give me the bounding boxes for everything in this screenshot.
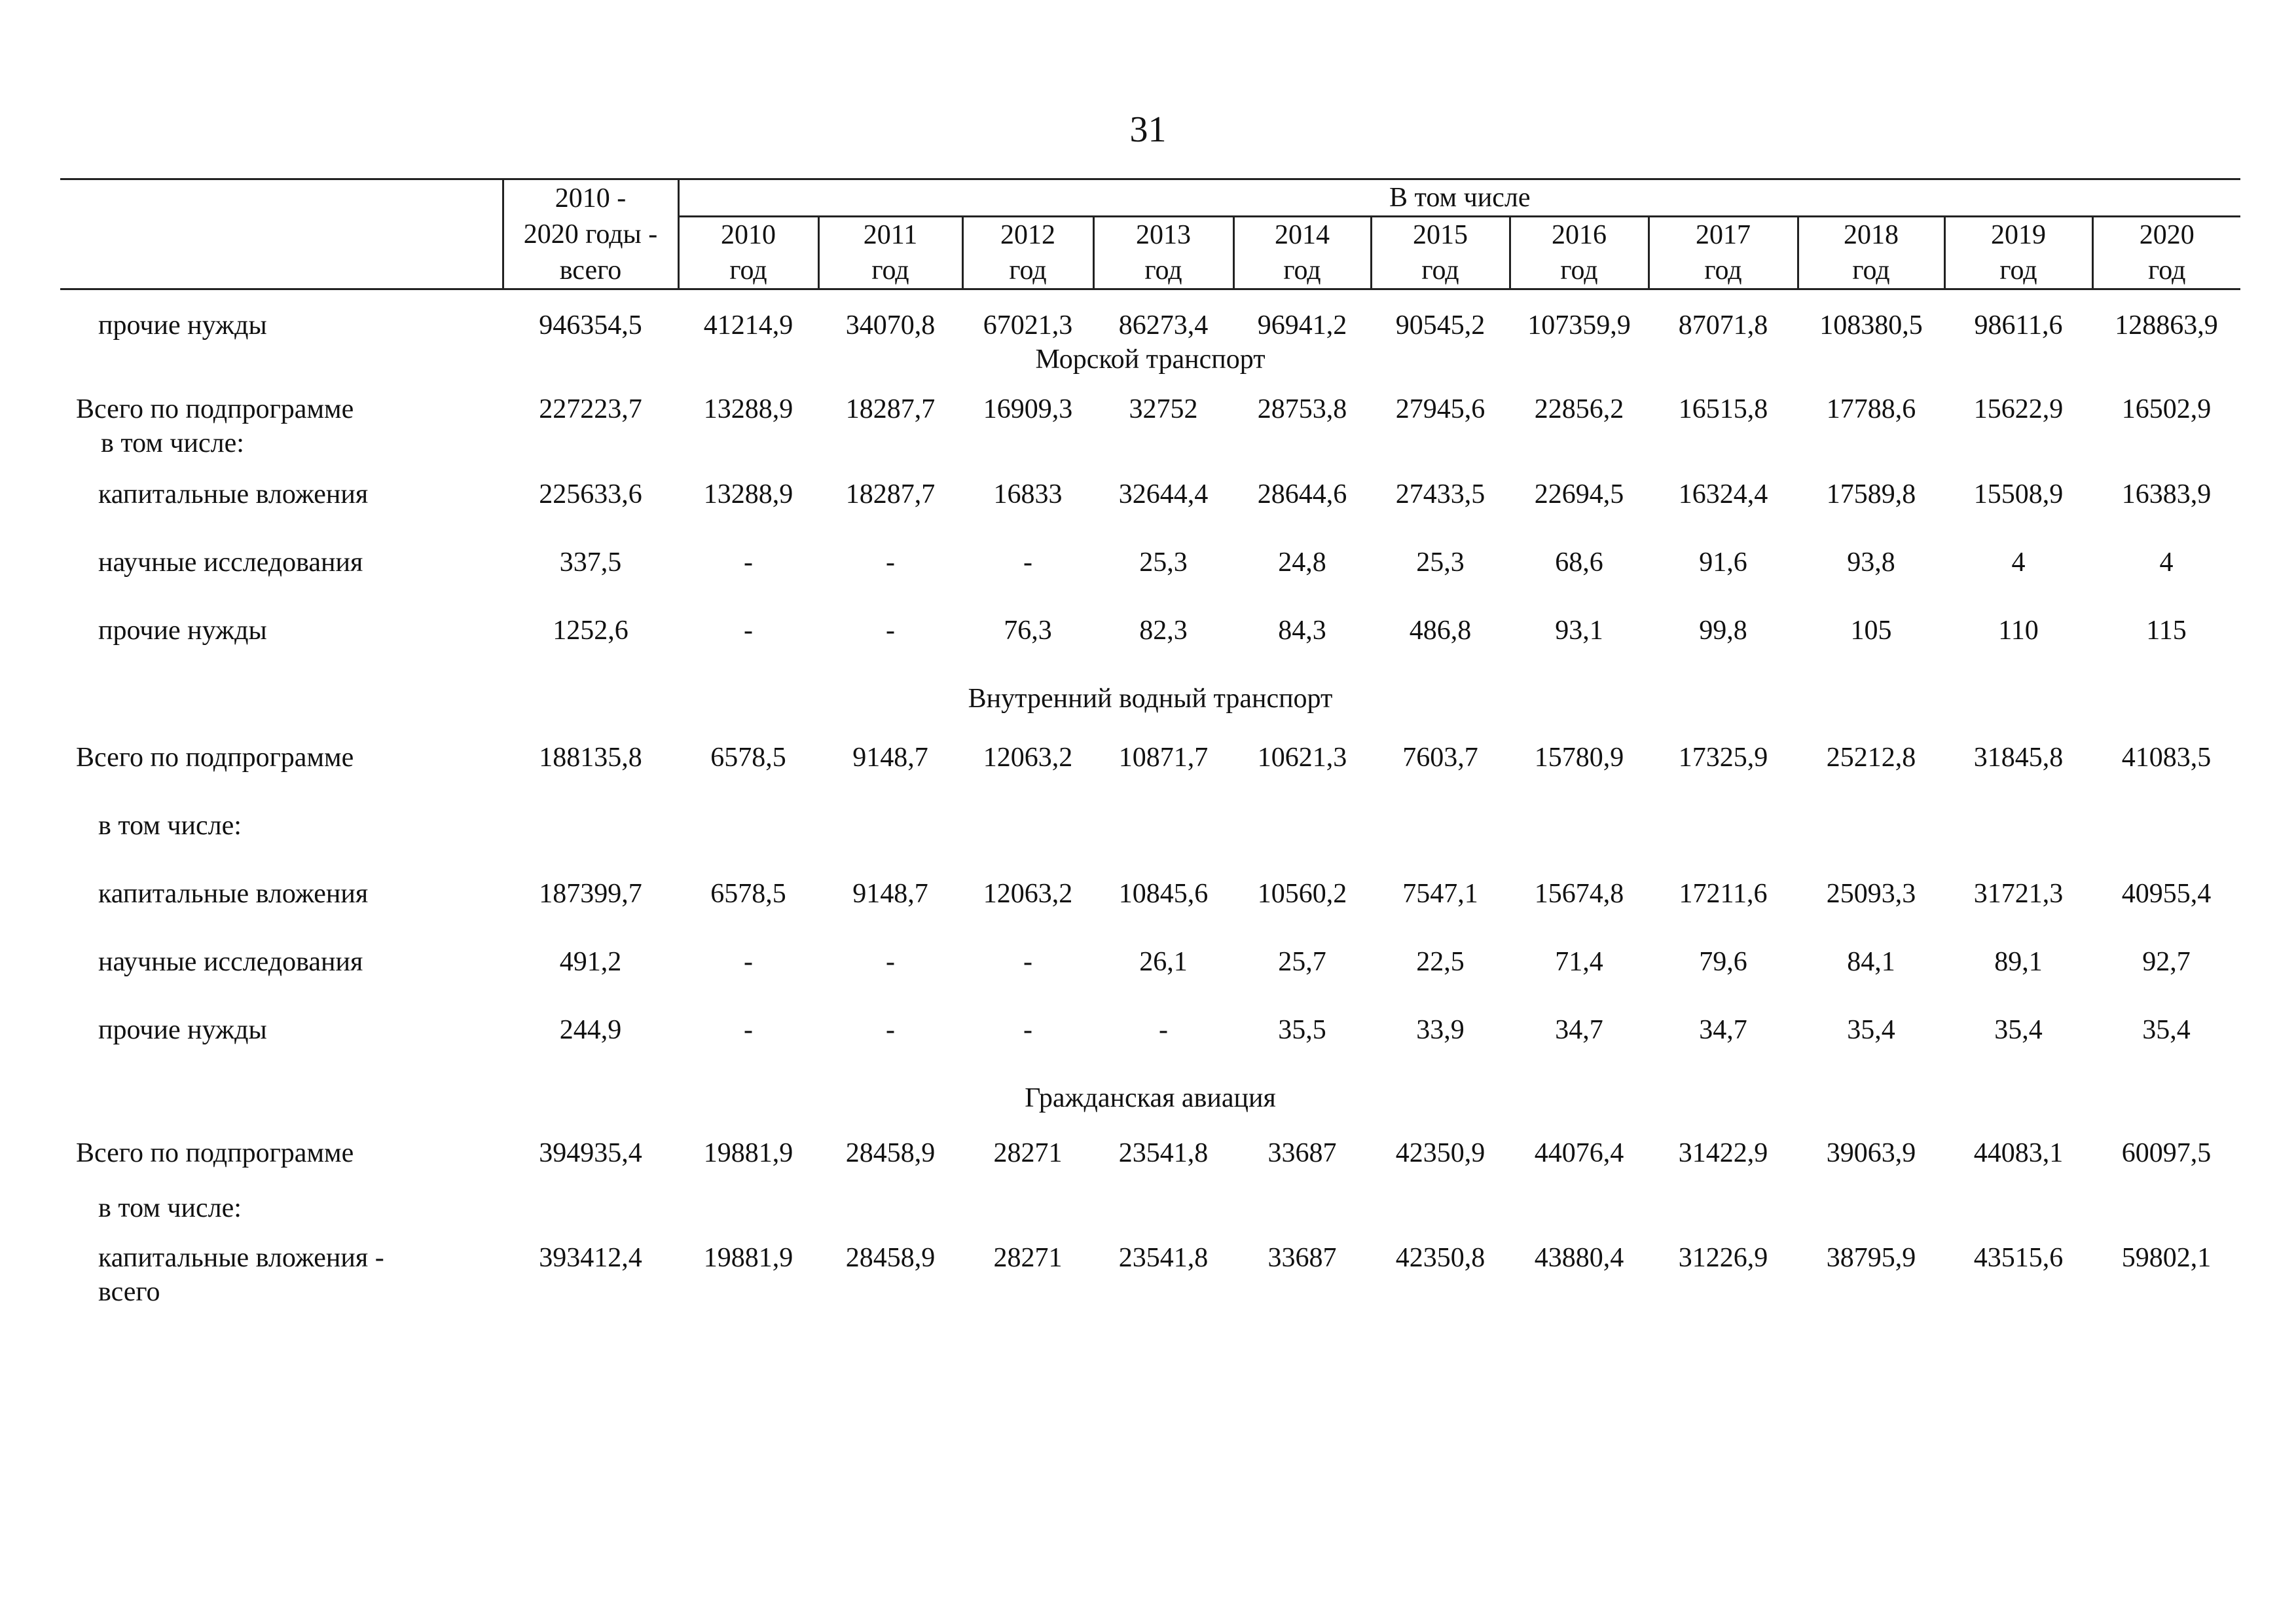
header-year-2020: 2020: [2092, 217, 2240, 253]
cell-year-2015: 33,9: [1416, 1015, 1465, 1045]
cell-year-2017: 34,7: [1699, 1015, 1747, 1045]
cell-year-2019: 44083,1: [1973, 1138, 2064, 1168]
cell-year-2012: 28271: [993, 1243, 1063, 1273]
cell-year-2010: 13288,9: [703, 479, 793, 509]
cell-year-2018: 25212,8: [1826, 743, 1916, 773]
row-label-text: Всего по подпрограмме: [76, 1138, 354, 1168]
section-heading: Морской транспорт: [1035, 344, 1266, 375]
cell-year-2012: 12063,2: [983, 743, 1073, 773]
cell-year-2015: 486,8: [1409, 616, 1472, 646]
cell-year-2016: 22694,5: [1534, 479, 1624, 509]
table-row: [60, 545, 2240, 614]
row-total: 188135,8: [539, 743, 642, 773]
row-label-text: прочие нужды: [98, 1015, 267, 1045]
cell-year-2019: 89,1: [1994, 947, 2043, 977]
header-total-line1: 2010 -: [503, 179, 678, 217]
cell-year-2012: 76,3: [1004, 616, 1052, 646]
cell-year-2013: 86273,4: [1118, 310, 1209, 341]
row-label: [60, 1191, 503, 1241]
header-including: В том числе: [678, 179, 2240, 217]
cell-year-2010: -: [744, 616, 753, 646]
header-year-unit: год: [1233, 253, 1371, 289]
cell-year-2014: 33687: [1267, 1138, 1337, 1168]
cell-year-2020: 92,7: [2142, 947, 2191, 977]
cell-year-2010: -: [744, 947, 753, 977]
row-total: 227223,7: [539, 394, 642, 424]
table-row: [60, 477, 2240, 545]
cell-year-2013: 32644,4: [1118, 479, 1209, 509]
row-label-text: капитальные вложения: [98, 479, 369, 509]
cell-year-2020: 4: [2159, 547, 2174, 578]
cell-year-2016: 68,6: [1555, 547, 1603, 578]
header-year-unit: год: [1371, 253, 1510, 289]
cell-year-2016: 71,4: [1555, 947, 1603, 977]
cell-year-2011: 18287,7: [845, 479, 936, 509]
cell-year-2010: 13288,9: [703, 394, 793, 424]
table-row: [60, 945, 2240, 1013]
cell-year-2012: -: [1023, 947, 1032, 977]
cell-year-2017: 79,6: [1699, 947, 1747, 977]
cell-year-2011: 18287,7: [845, 394, 936, 424]
cell-year-2012: 12063,2: [983, 879, 1073, 909]
cell-year-2016: 44076,4: [1534, 1138, 1624, 1168]
label-row: [60, 809, 2240, 877]
row-label-text: Всего по подпрограмме: [76, 394, 354, 424]
section-row: [60, 682, 2240, 741]
row-label: [60, 741, 503, 809]
cell-year-2015: 27433,5: [1395, 479, 1485, 509]
row-label-text: капитальные вложения: [98, 879, 369, 909]
cell-year-2010: 41214,9: [703, 310, 793, 341]
row-label: [60, 614, 503, 682]
row-label: [60, 289, 503, 343]
cell-year-2017: 17325,9: [1678, 743, 1768, 773]
header-year-unit: год: [678, 253, 818, 289]
cell-year-2013: 25,3: [1139, 547, 1188, 578]
cell-year-2020: 115: [2146, 616, 2187, 646]
header-year-2016: 2016: [1510, 217, 1649, 253]
cell-year-2019: 35,4: [1994, 1015, 2043, 1045]
cell-year-2019: 4: [2011, 547, 2026, 578]
cell-year-2018: 17788,6: [1826, 394, 1916, 424]
table-row: [60, 741, 2240, 809]
cell-year-2015: 7603,7: [1402, 743, 1478, 773]
header-year-2015: 2015: [1371, 217, 1510, 253]
header-year-unit: год: [1944, 253, 2092, 289]
header-empty-cell: [60, 179, 503, 289]
cell-year-2013: 23541,8: [1118, 1138, 1209, 1168]
row-label-text: в том числе:: [98, 1193, 242, 1223]
cell-year-2011: 9148,7: [852, 879, 928, 909]
cell-year-2010: -: [744, 1015, 753, 1045]
cell-year-2011: 28458,9: [845, 1243, 936, 1273]
table-row: [60, 1241, 2240, 1320]
row-label: [60, 1136, 503, 1191]
cell-year-2015: 90545,2: [1395, 310, 1485, 341]
cell-year-2015: 42350,8: [1395, 1243, 1485, 1273]
section-row: [60, 1081, 2240, 1136]
header-year-2018: 2018: [1798, 217, 1944, 253]
cell-year-2019: 110: [1998, 616, 2039, 646]
header-year-unit: год: [1649, 253, 1798, 289]
cell-year-2019: 31721,3: [1973, 879, 2064, 909]
budget-table: [60, 178, 2240, 1320]
cell-year-2016: 93,1: [1555, 616, 1603, 646]
row-label-text: научные исследования: [98, 547, 363, 578]
header-year-2010: 2010: [678, 217, 818, 253]
header-total-line3: всего: [503, 253, 678, 289]
cell-year-2013: 23541,8: [1118, 1243, 1209, 1273]
row-total: 394935,4: [539, 1138, 642, 1168]
cell-year-2013: 32752: [1129, 394, 1198, 424]
cell-year-2014: 33687: [1267, 1243, 1337, 1273]
row-label: [60, 1241, 503, 1320]
cell-year-2011: -: [886, 547, 895, 578]
cell-year-2016: 22856,2: [1534, 394, 1624, 424]
row-label-text: Всего по подпрограмме: [76, 743, 354, 773]
cell-year-2018: 39063,9: [1826, 1138, 1916, 1168]
row-label: [60, 1013, 503, 1081]
table-body: [60, 289, 2240, 1320]
cell-year-2013: 10845,6: [1118, 879, 1209, 909]
cell-year-2013: 26,1: [1139, 947, 1188, 977]
empty-cells: [503, 1191, 2240, 1241]
cell-year-2017: 16515,8: [1678, 394, 1768, 424]
cell-year-2012: -: [1023, 547, 1032, 578]
row-total: 491,2: [559, 947, 622, 977]
row-total: 1252,6: [553, 616, 629, 646]
cell-year-2010: 19881,9: [703, 1243, 793, 1273]
row-label-text: в том числе:: [98, 811, 242, 841]
cell-year-2014: 10560,2: [1257, 879, 1347, 909]
cell-year-2010: 6578,5: [710, 743, 786, 773]
table-row: [60, 1013, 2240, 1081]
label-row: [60, 1191, 2240, 1241]
cell-year-2016: 43880,4: [1534, 1243, 1624, 1273]
cell-year-2017: 17211,6: [1679, 879, 1768, 909]
header-year-unit: год: [818, 253, 962, 289]
cell-year-2011: 28458,9: [845, 1138, 936, 1168]
header-year-unit: год: [962, 253, 1093, 289]
cell-year-2011: 9148,7: [852, 743, 928, 773]
cell-year-2010: 19881,9: [703, 1138, 793, 1168]
empty-cells: [503, 809, 2240, 877]
cell-year-2019: 15508,9: [1973, 479, 2064, 509]
row-total: 244,9: [559, 1015, 622, 1045]
cell-year-2019: 15622,9: [1973, 394, 2064, 424]
cell-year-2019: 98611,6: [1974, 310, 2063, 341]
row-label: [60, 477, 503, 545]
header-year-2014: 2014: [1233, 217, 1371, 253]
header-year-unit: год: [1093, 253, 1233, 289]
cell-year-2015: 27945,6: [1395, 394, 1485, 424]
row-label: [60, 392, 503, 477]
cell-year-2018: 93,8: [1847, 547, 1895, 578]
cell-year-2020: 128863,9: [2115, 310, 2218, 341]
cell-year-2014: 35,5: [1278, 1015, 1326, 1045]
cell-year-2014: 25,7: [1278, 947, 1326, 977]
cell-year-2020: 16502,9: [2121, 394, 2212, 424]
cell-year-2020: 60097,5: [2121, 1138, 2212, 1168]
row-label-continuation: всего: [98, 1277, 160, 1307]
cell-year-2020: 41083,5: [2121, 743, 2212, 773]
row-label: [60, 545, 503, 614]
cell-year-2017: 99,8: [1699, 616, 1747, 646]
header-year-unit: год: [2092, 253, 2240, 289]
row-total: 187399,7: [539, 879, 642, 909]
row-label-text: научные исследования: [98, 947, 363, 977]
cell-year-2012: 28271: [993, 1138, 1063, 1168]
cell-year-2011: 34070,8: [845, 310, 936, 341]
row-label-text: прочие нужды: [98, 310, 267, 341]
cell-year-2016: 34,7: [1555, 1015, 1603, 1045]
header-year-2019: 2019: [1944, 217, 2092, 253]
cell-year-2018: 17589,8: [1826, 479, 1916, 509]
table-row: [60, 392, 2240, 477]
cell-year-2019: 43515,6: [1973, 1243, 2064, 1273]
cell-year-2012: 16833: [993, 479, 1063, 509]
section-heading: Внутренний водный транспорт: [968, 684, 1333, 714]
cell-year-2012: 67021,3: [983, 310, 1073, 341]
table-row: [60, 1136, 2240, 1191]
cell-year-2019: 31845,8: [1973, 743, 2064, 773]
cell-year-2014: 96941,2: [1257, 310, 1347, 341]
row-label-text: капитальные вложения -: [98, 1243, 384, 1273]
cell-year-2018: 25093,3: [1826, 879, 1916, 909]
cell-year-2013: -: [1159, 1015, 1168, 1045]
cell-year-2017: 31422,9: [1678, 1138, 1768, 1168]
cell-year-2016: 107359,9: [1527, 310, 1631, 341]
row-label: [60, 945, 503, 1013]
cell-year-2018: 35,4: [1847, 1015, 1895, 1045]
header-year-unit: год: [1798, 253, 1944, 289]
cell-year-2020: 59802,1: [2121, 1243, 2212, 1273]
cell-year-2015: 22,5: [1416, 947, 1465, 977]
row-label: [60, 877, 503, 945]
cell-year-2011: -: [886, 616, 895, 646]
header-year-2012: 2012: [962, 217, 1093, 253]
header-year-2017: 2017: [1649, 217, 1798, 253]
cell-year-2018: 108380,5: [1819, 310, 1923, 341]
row-total: 337,5: [559, 547, 622, 578]
cell-year-2012: -: [1023, 1015, 1032, 1045]
cell-year-2016: 15780,9: [1534, 743, 1624, 773]
cell-year-2011: -: [886, 947, 895, 977]
row-total: 225633,6: [539, 479, 642, 509]
cell-year-2018: 84,1: [1847, 947, 1895, 977]
cell-year-2014: 28644,6: [1257, 479, 1347, 509]
cell-year-2017: 87071,8: [1678, 310, 1768, 341]
section-row: [60, 342, 2240, 392]
cell-year-2017: 31226,9: [1678, 1243, 1768, 1273]
header-total-line2: 2020 годы -: [503, 217, 678, 253]
cell-year-2015: 42350,9: [1395, 1138, 1485, 1168]
cell-year-2018: 105: [1850, 616, 1892, 646]
cell-year-2020: 40955,4: [2121, 879, 2212, 909]
cell-year-2015: 7547,1: [1402, 879, 1478, 909]
cell-year-2013: 10871,7: [1118, 743, 1209, 773]
cell-year-2014: 84,3: [1278, 616, 1326, 646]
cell-year-2010: 6578,5: [710, 879, 786, 909]
row-total: 946354,5: [539, 310, 642, 341]
cell-year-2014: 28753,8: [1257, 394, 1347, 424]
table-row: [60, 877, 2240, 945]
header-year-2013: 2013: [1093, 217, 1233, 253]
header-year-2011: 2011: [818, 217, 962, 253]
page-number: 31: [1129, 109, 1167, 150]
cell-year-2012: 16909,3: [983, 394, 1073, 424]
row-label: [60, 809, 503, 877]
table-row: [60, 614, 2240, 682]
header-year-unit: год: [1510, 253, 1649, 289]
cell-year-2016: 15674,8: [1534, 879, 1624, 909]
cell-year-2020: 35,4: [2142, 1015, 2191, 1045]
cell-year-2015: 25,3: [1416, 547, 1465, 578]
table-header: [60, 179, 2240, 289]
section-heading: Гражданская авиация: [1025, 1083, 1276, 1113]
cell-year-2017: 16324,4: [1678, 479, 1768, 509]
cell-year-2020: 16383,9: [2121, 479, 2212, 509]
row-label-text: прочие нужды: [98, 616, 267, 646]
cell-year-2013: 82,3: [1139, 616, 1188, 646]
row-total: 393412,4: [539, 1243, 642, 1273]
cell-year-2014: 10621,3: [1257, 743, 1347, 773]
table-row: [60, 289, 2240, 343]
cell-year-2010: -: [744, 547, 753, 578]
cell-year-2017: 91,6: [1699, 547, 1747, 578]
cell-year-2014: 24,8: [1278, 547, 1326, 578]
cell-year-2011: -: [886, 1015, 895, 1045]
row-label-continuation: в том числе:: [101, 428, 244, 458]
cell-year-2018: 38795,9: [1826, 1243, 1916, 1273]
